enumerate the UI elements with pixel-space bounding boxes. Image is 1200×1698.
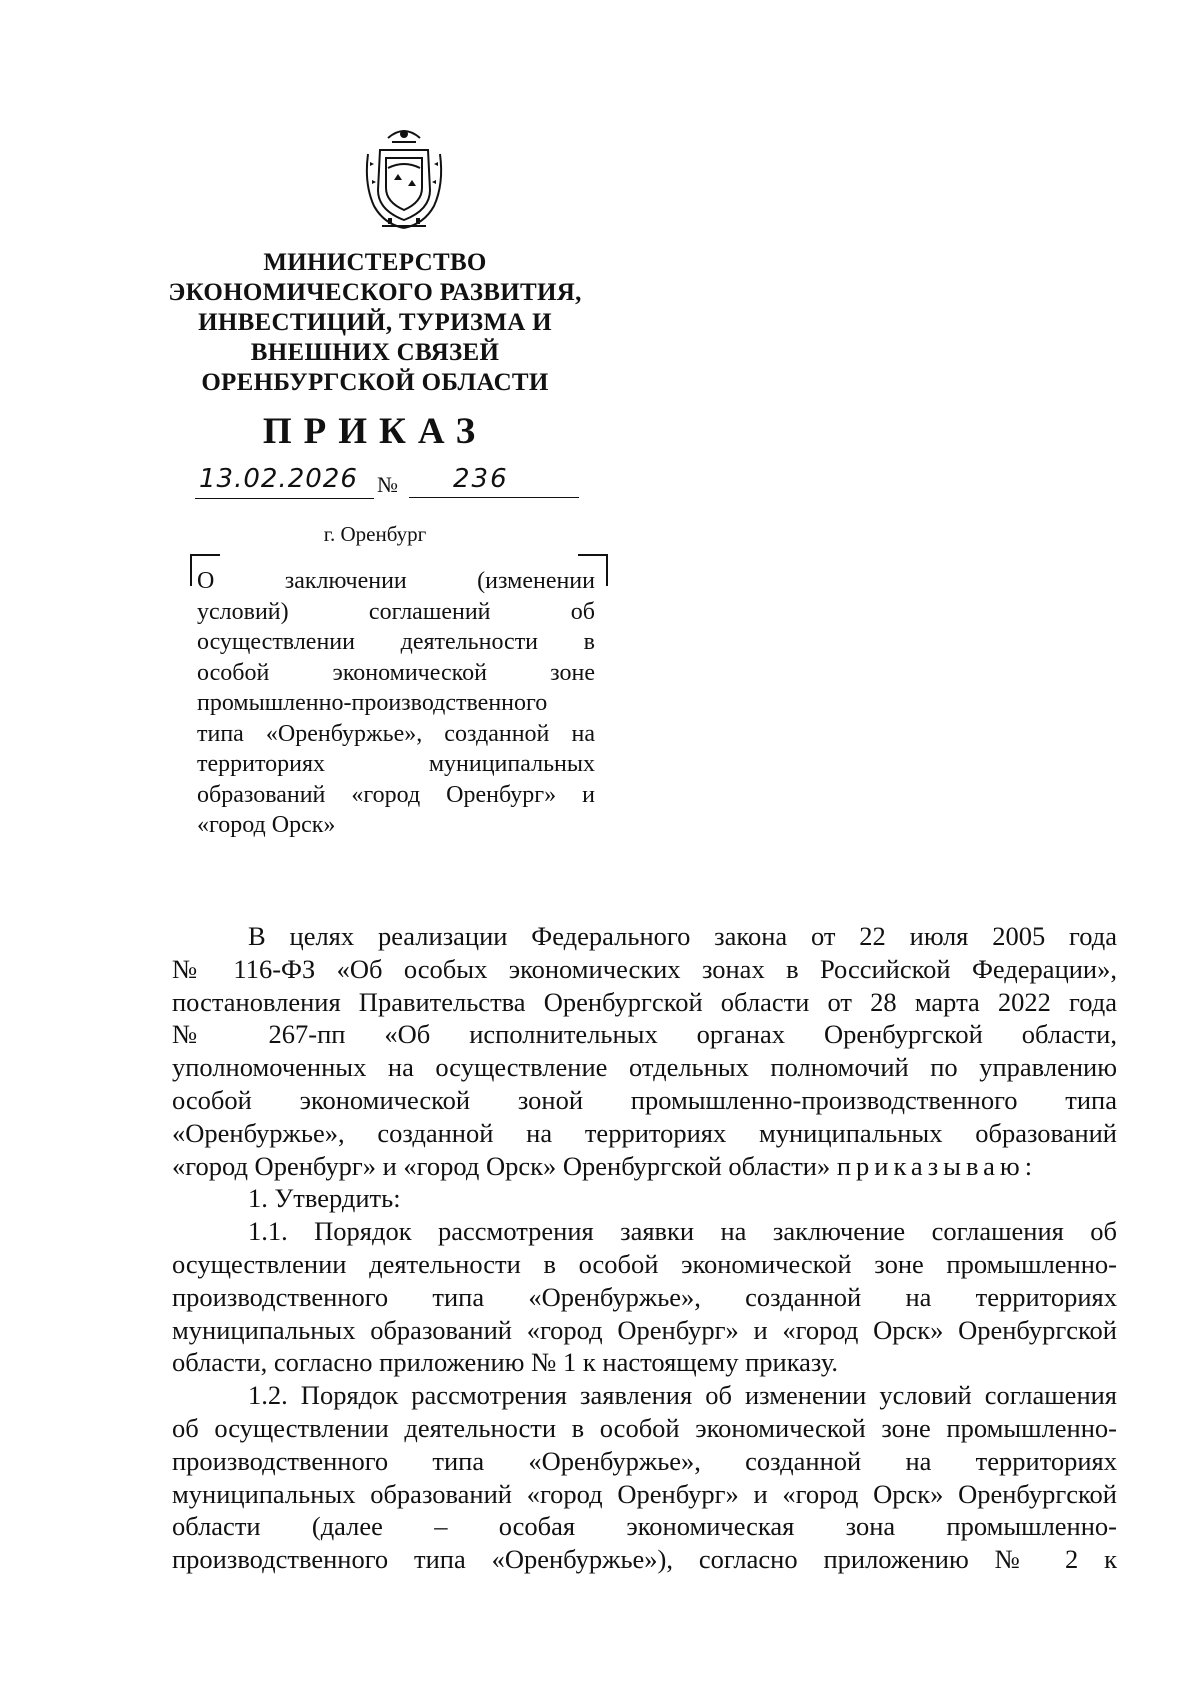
- subject-line: условий) соглашений об: [197, 598, 595, 625]
- decree-word: приказываю:: [836, 1150, 1038, 1181]
- subject-line: промышленно-производственного: [197, 690, 548, 716]
- subject-line: территориях муниципальных: [197, 751, 595, 777]
- preamble-line: [172, 1150, 1117, 1183]
- preamble-line: постановления Правительства Оренбургской области от 28 марта 2022 года: [172, 986, 1117, 1017]
- preamble-line: В целях реализации Федерального закона от 22 июля 2005 года: [248, 921, 1117, 951]
- preamble-line: уполномоченных на осуществление отдельных полномочий по управлению: [172, 1052, 1117, 1083]
- ministry-line: МИНИСТЕРСТВО: [263, 249, 487, 276]
- ministry-line: ИНВЕСТИЦИЙ, ТУРИЗМА И: [198, 309, 552, 336]
- order-body: [172, 920, 1117, 1576]
- item-1-2-line: производственного типа «Оренбуржье», созданной на территориях: [172, 1445, 1117, 1476]
- ministry-line: ЭКОНОМИЧЕСКОГО РАЗВИТИЯ,: [168, 279, 582, 306]
- ministry-name: [150, 248, 600, 398]
- item-1-1-line: области, согласно приложению № 1 к настоящему приказу.: [172, 1347, 839, 1378]
- preamble-last-text: «город Оренбург» и «город Орск» Оренбургской области»: [172, 1150, 831, 1181]
- subject-line: образований «город Оренбург» и: [197, 781, 595, 808]
- preamble-line: № 116-ФЗ «Об особых экономических зонах в Российской Федерации»,: [172, 953, 1117, 984]
- subject-line: особой экономической зоне: [197, 659, 595, 686]
- item-1-2-line: муниципальных образований «город Оренбург» и «город Орск» Оренбургской: [172, 1478, 1117, 1509]
- date-number-row: [195, 464, 595, 504]
- preamble-line: № 267-пп «Об исполнительных органах Оренбургской области,: [172, 1019, 1117, 1050]
- number-sign: №: [377, 472, 398, 497]
- ministry-line: ОРЕНБУРГСКОЙ ОБЛАСТИ: [201, 369, 549, 396]
- coat-of-arms-icon: [358, 124, 450, 234]
- item-1-2-line: производственного типа «Оренбуржье»), согласно приложению № 2 к: [172, 1544, 1117, 1575]
- item-1-2-line: 1.2. Порядок рассмотрения заявления об изменении условий соглашения: [248, 1380, 1117, 1411]
- preamble-line: «Оренбуржье», созданной на территориях муниципальных образований: [172, 1117, 1117, 1148]
- item-1: 1. Утвердить:: [248, 1183, 401, 1214]
- city-line: г. Оренбург: [323, 522, 427, 546]
- document-type-title: ПРИКАЗ: [262, 411, 488, 452]
- ministry-line: ВНЕШНИХ СВЯЗЕЙ: [250, 339, 500, 366]
- item-1-1-line: осуществлении деятельности в особой экономической зоне промышленно-: [172, 1248, 1117, 1279]
- order-subject: [197, 566, 595, 841]
- subject-line: осуществлении деятельности в: [197, 629, 595, 655]
- item-1-1-line: производственного типа «Оренбуржье», созданной на территориях: [172, 1281, 1117, 1312]
- preamble-line: особой экономической зоной промышленно-производственного типа: [172, 1084, 1117, 1115]
- subject-line: типа «Оренбуржье», созданной на: [197, 720, 595, 747]
- subject-line: «город Орск»: [197, 812, 336, 838]
- item-1-2-line: об осуществлении деятельности в особой экономической зоне промышленно-: [172, 1412, 1117, 1443]
- item-1-1-line: 1.1. Порядок рассмотрения заявки на заключение соглашения об: [248, 1216, 1117, 1247]
- item-1-2-line: области (далее – особая экономическая зона промышленно-: [172, 1511, 1117, 1542]
- item-1-1-line: муниципальных образований «город Оренбург» и «город Орск» Оренбургской: [172, 1314, 1117, 1345]
- subject-line: О заключении (изменении: [197, 568, 595, 594]
- order-date: 13.02.2026: [195, 464, 374, 499]
- order-number: 236: [409, 464, 579, 498]
